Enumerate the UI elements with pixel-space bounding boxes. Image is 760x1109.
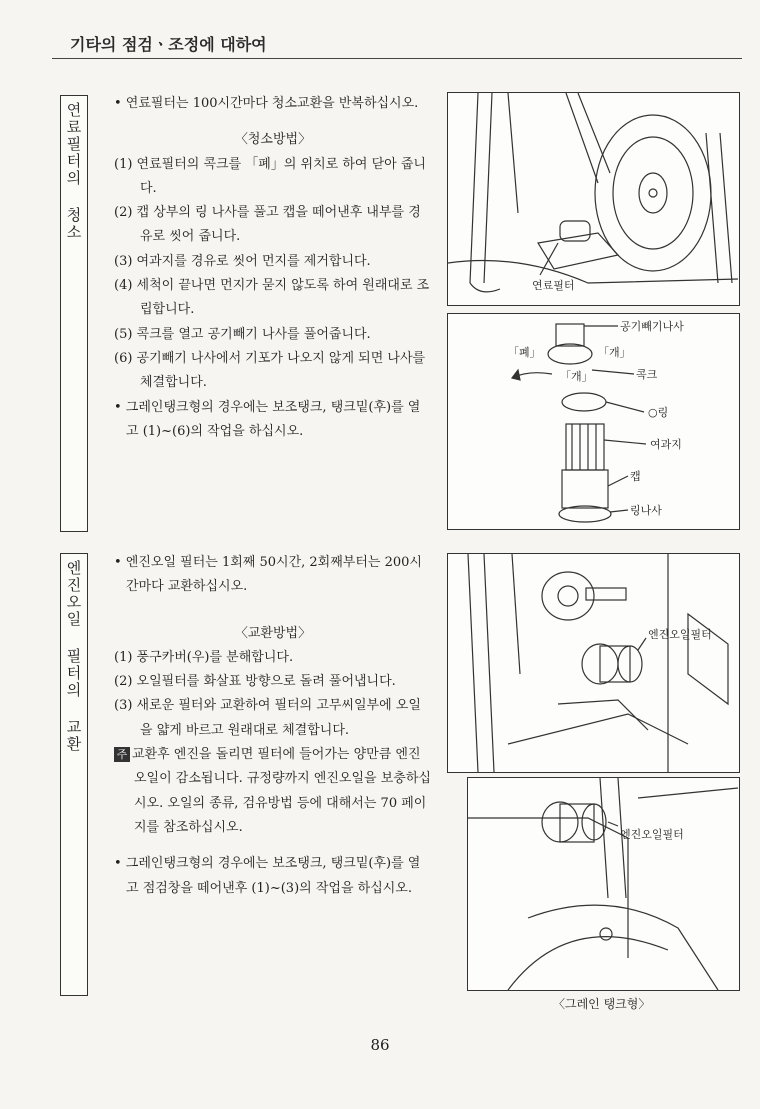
- header-rule: [52, 58, 742, 59]
- replacement-step: (2) 오일필터를 화살표 방향으로 돌려 풀어냅니다.: [114, 674, 396, 690]
- ring-screw-label: 링나사: [630, 504, 662, 517]
- fuel-filter-text: [114, 92, 432, 444]
- filter-paper-label: 여과지: [650, 438, 682, 451]
- grain-tank-caption: 〈그레인 탱크형〉: [553, 997, 651, 1011]
- engine-oil-filter-label-2: 엔진오일필터: [620, 828, 684, 841]
- fuel-grain-tank-note: • 그레인탱크형의 경우에는 보조탱크, 탱크밑(후)를 열고 (1)~(6)의 작업을 하십시오.: [114, 399, 421, 439]
- cock-label: 콕크: [636, 368, 658, 381]
- cleaning-step: (4) 세척이 끝나면 먼지가 묻지 않도록 하여 원래대로 조립합니다.: [114, 278, 430, 318]
- engine-oil-filter-grain-tank-figure: [467, 777, 740, 991]
- oil-note: [114, 743, 432, 840]
- fuel-filter-location-figure: [447, 92, 740, 306]
- section-tab-label: 연료필터의 청소: [64, 102, 83, 241]
- closed-position-label: 「폐」: [508, 346, 541, 359]
- section-tab-label: 엔진오일 필터의 교환: [64, 560, 83, 753]
- page-number: 86: [370, 1036, 390, 1054]
- section-tab-fuel-filter: [60, 95, 88, 532]
- cleaning-step: (1) 연료필터의 콕크를 「폐」의 위치로 하여 닫아 줍니다.: [114, 156, 426, 196]
- replacement-step: (3) 새로운 필터와 교환하여 필터의 고무씨일부에 오일을 얇게 바르고 원래대로 체결합니다.: [114, 698, 421, 738]
- note-mark: 주: [114, 747, 130, 762]
- cleaning-step: (5) 콕크를 열고 공기빼기 나사를 풀어줍니다.: [114, 326, 371, 342]
- oil-filter-intro: • 엔진오일 필터는 1회째 50시간, 2회째부터는 200시간마다 교환하십시오.: [114, 555, 422, 595]
- oil-note-text: 교환후 엔진을 돌리면 필터에 들어가는 양만큼 엔진오일이 감소됩니다. 규정량까지 엔진오일을 보충하십시오. 오일의 종류, 검유방법 등에 대해서는 70 페이지를 참조하십시오.: [132, 747, 431, 835]
- oil-filter-text: [114, 551, 432, 901]
- cleaning-step: (3) 여과지를 경유로 씻어 먼지를 제거합니다.: [114, 253, 371, 269]
- open-position-label: 「개」: [598, 346, 631, 359]
- fuel-filter-label: 연료필터: [532, 279, 575, 292]
- oil-grain-tank-note: • 그레인탱크형의 경우에는 보조탱크, 탱크밑(후)를 열고 점검창을 떼어낸후 (1)~(3)의 작업을 하십시오.: [114, 856, 421, 896]
- cap-label: 캡: [630, 470, 641, 483]
- fuel-filter-exploded-figure: [447, 313, 740, 530]
- fuel-filter-intro: • 연료필터는 100시간마다 청소교환을 반복하십시오.: [114, 96, 419, 111]
- o-ring-label: ○링: [648, 406, 669, 419]
- cleaning-step: (6) 공기빼기 나사에서 기포가 나오지 않게 되면 나사를 체결합니다.: [114, 350, 426, 391]
- section-tab-oil-filter: [60, 553, 88, 996]
- engine-oil-filter-label: 엔진오일필터: [648, 628, 712, 641]
- open-position-label-2: 「개」: [560, 370, 593, 383]
- replacement-method-title: 〈교환방법〉: [234, 625, 312, 641]
- air-vent-screw-label: 공기빼기나사: [620, 320, 684, 333]
- page-header-title: 기타의 점검ㆍ조정에 대하여: [70, 35, 267, 54]
- cleaning-step: (2) 캡 상부의 링 나사를 풀고 캡을 떼어낸후 내부를 경유로 씻어 줍니다.: [114, 205, 421, 245]
- engine-oil-filter-figure: [447, 553, 740, 773]
- replacement-step: (1) 풍구카버(우)를 분해합니다.: [114, 649, 294, 665]
- cleaning-method-title: 〈청소방법〉: [234, 132, 312, 148]
